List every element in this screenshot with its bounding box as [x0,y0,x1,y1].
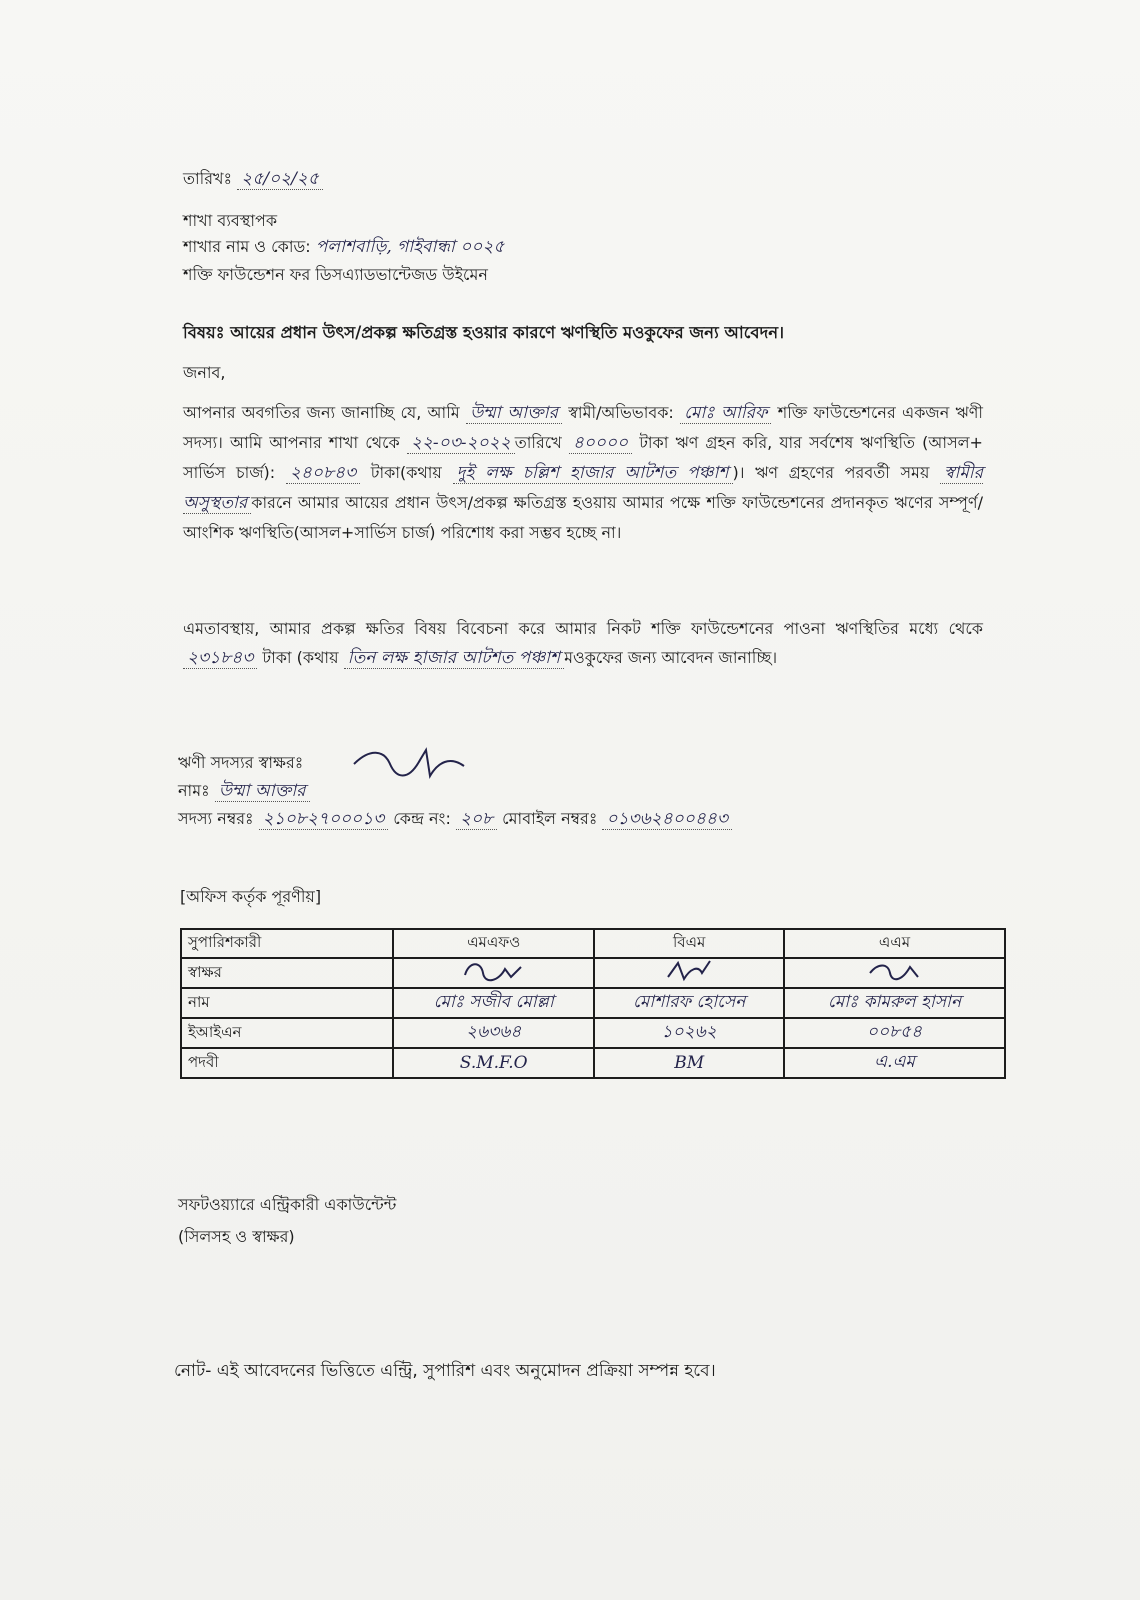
row-label-name: নাম [181,988,393,1018]
row-label-designation: পদবী [181,1048,393,1078]
mfo-ein: ২৬৩৬৪ [393,1018,594,1048]
footer-note: নোট- এই আবেদনের ভিত্তিতে এন্ট্রি, সুপারিশ এবং অনুমোদন প্রক্রিয়া সম্পন্ন হবে। [174,1361,716,1381]
body2-text-1: এমতাবস্থায়, আমার প্রকল্প ক্ষতির বিষয় বিবেচনা করে আমার নিকট শক্তি ফাউন্ডেশনের পাওনা ঋণস্থিতির মধ্যে থেকে [183,619,983,638]
member-details-line [178,808,732,830]
center-number-label: কেন্দ্র নং: [393,809,451,828]
center-number-value: ২০৮ [456,809,497,830]
salutation: জনাব, [183,363,226,382]
body1-text-4: তারিখে [514,433,562,452]
bm-name: মোশারফ হোসেন [594,988,784,1018]
member-signature-mark [350,742,470,786]
am-signature-mark [860,959,930,983]
loan-date-field: ২২-০৩-২০২২ [407,433,515,454]
waiver-amount-words-field: তিন লক্ষ হাজার আটশত পঞ্চাশ [344,648,564,669]
body2-text-2: টাকা (কথায় [262,648,339,667]
body-paragraph-1 [183,398,983,547]
body1-text-7: )। ঋণ গ্রহণের পরবর্তী সময় [732,463,930,482]
am-ein: ০০৮৫৪ [784,1018,1005,1048]
bm-designation: BM [594,1048,784,1078]
table-row-ein [181,1018,1005,1048]
member-signature-line [178,752,303,774]
member-number-value: ২১০৮২৭০০০১৩ [259,809,389,830]
member-name-value: উম্মা আক্তার [215,781,310,802]
bm-signature [594,958,784,988]
body1-text-3: শক্তি ফাউন্ডেশনের একজন ঋণী সদস্য। আমি আপনার শাখা থেকে [183,403,983,452]
member-signature-label: ঋণী সদস্যর স্বাক্ষরঃ [178,753,304,772]
reason-field: স্বামীর অসুস্থতার [183,463,983,513]
am-name: মোঃ কামরুল হাসান [784,988,1005,1018]
mfo-name: মোঃ সজীব মোল্লা [393,988,594,1018]
loan-amount-field: ৪০০০০ [569,433,632,454]
guardian-field: মোঃ আরিফ [680,403,771,424]
date-line [183,168,323,190]
bm-ein: ১০২৬২ [594,1018,784,1048]
table-header-row [181,929,1005,958]
header-mfo: এমএফও [393,929,594,958]
branch-value: পলাশবাড়ি, গাইবান্ধা ০০২৫ [315,237,505,257]
branch-label: শাখার নাম ও কোড: [183,237,311,256]
subject-line: বিষয়ঃ আয়ের প্রধান উৎস/প্রকল্প ক্ষতিগ্রস্ত হওয়ার কারণে ঋণস্থিতি মওকুফের জন্য আবেদন। [183,323,785,342]
member-name-field: উম্মা আক্তার [466,403,562,424]
office-recommendation-table [180,928,1006,1079]
body1-text-8: কারনে আমার আয়ের প্রধান উৎস/প্রকল্প ক্ষতিগ্রস্ত হওয়ায় আমার পক্ষে শক্তি ফাউন্ডেশনের প্রদানকৃত ঋণের সম্পূর্ণ/আংশিক ঋণস্থিতি(আসল+সার্ভিস চার্জ) পরিশোধ করা সম্ভব হচ্ছে না। [183,493,983,542]
body1-text-2: স্বামী/অভিভাবক: [568,403,674,422]
body1-text-5: টাকা ঋণ গ্রহন করি, যার সর্বশেষ ঋণস্থিতি (আসল+ সার্ভিস চার্জ): [183,433,983,482]
body-paragraph-2 [183,614,983,673]
mfo-signature-mark [459,959,529,983]
table-row-name [181,988,1005,1018]
waiver-amount-field: ২৩১৮৪৩ [183,648,257,669]
table-row-designation [181,1048,1005,1078]
mobile-number-value: ০১৩৬২৪০০৪৪৩ [602,809,732,830]
addressee-title: শাখা ব্যবস্থাপক [183,211,278,230]
am-designation: এ.এম [784,1048,1005,1078]
member-name-label: নামঃ [178,781,210,800]
organization-name: শক্তি ফাউন্ডেশন ফর ডিসএ্যাডভান্টেজড উইমেন [183,265,488,284]
am-signature [784,958,1005,988]
table-row-signature [181,958,1005,988]
branch-line [183,236,504,258]
member-name-line [178,780,310,802]
date-label: তারিখঃ [183,169,233,188]
office-use-heading: [অফিস কর্তৃক পূরণীয়] [180,887,322,906]
body1-text-6: টাকা(কথায় [370,463,442,482]
accountant-title: সফটওয়্যারে এন্ট্রিকারী একাউন্টেন্ট [178,1195,397,1214]
mfo-signature [393,958,594,988]
body2-text-3: মওকুফের জন্য আবেদন জানাচ্ছি। [564,648,778,667]
body1-text-1: আপনার অবগতির জন্য জানাচ্ছি যে, আমি [183,403,460,422]
mfo-designation: S.M.F.O [393,1048,594,1078]
bm-signature-mark [654,959,724,983]
row-label-signature: স্বাক্ষর [181,958,393,988]
header-recommender: সুপারিশকারী [181,929,393,958]
mobile-number-label: মোবাইল নম্বরঃ [502,809,598,828]
header-bm: বিএম [594,929,784,958]
header-am: এএম [784,929,1005,958]
date-value: ২৫/০২/২৫ [237,169,323,190]
balance-words-field: দুই লক্ষ চল্লিশ হাজার আটশত পঞ্চাশ [453,463,733,484]
row-label-ein: ইআইএন [181,1018,393,1048]
balance-field: ২৪০৮৪৩ [286,463,360,484]
member-number-label: সদস্য নম্বরঃ [178,809,254,828]
accountant-subtitle: (সিলসহ ও স্বাক্ষর) [178,1227,295,1246]
